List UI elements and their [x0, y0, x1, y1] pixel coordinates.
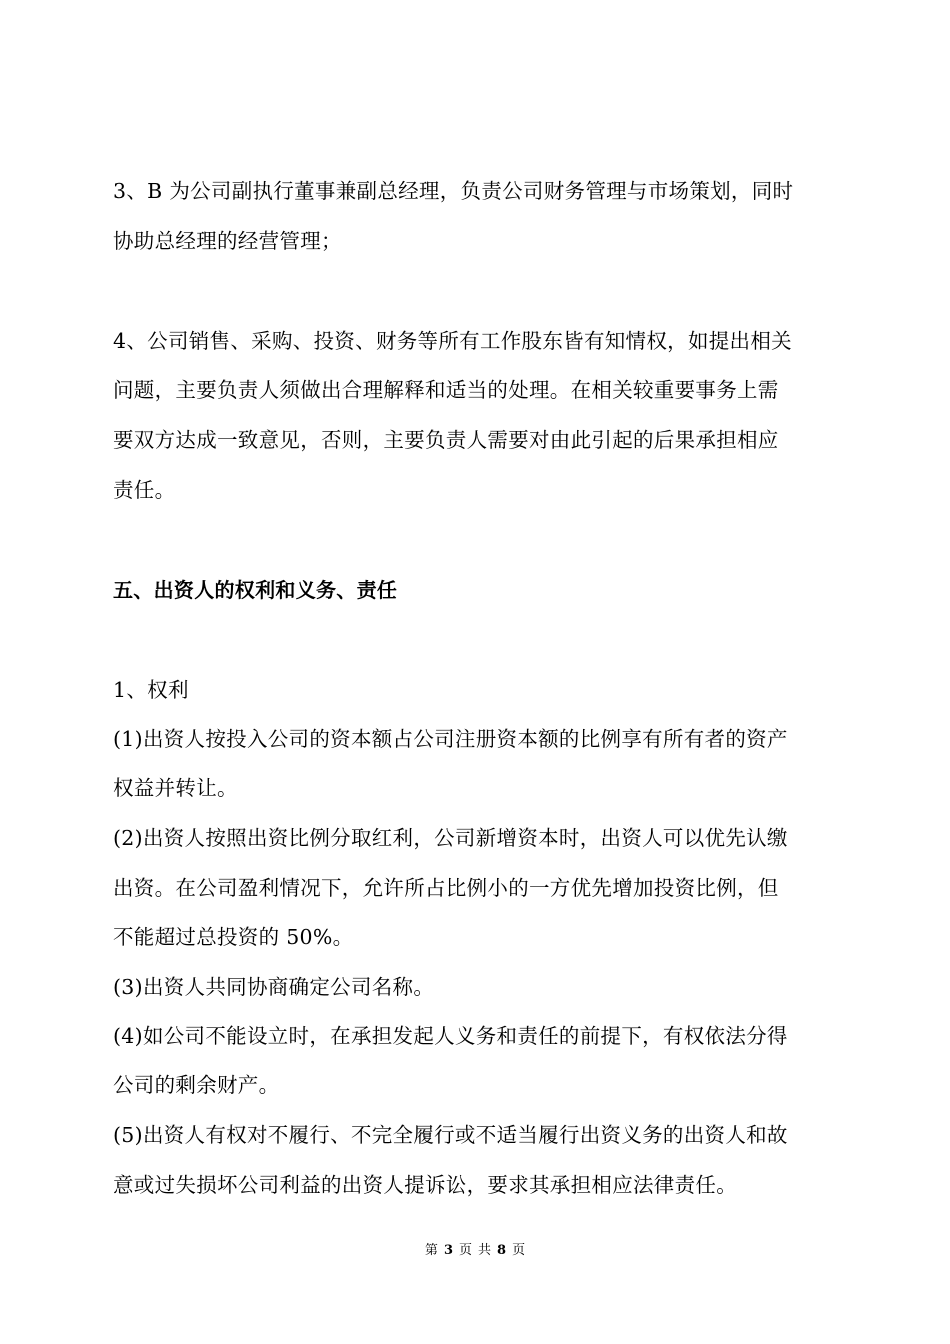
right2-line2: 出资。在公司盈利情况下，允许所占比例小的一方优先增加投资比例，但 [113, 876, 779, 900]
item4-line4: 责任。 [113, 478, 176, 502]
right1-line1: (1)出资人按投入公司的资本额占公司注册资本额的比例享有所有者的资产 [113, 727, 788, 751]
right2-line1: (2)出资人按照出资比例分取红利，公司新增资本时，出资人可以优先认缴 [113, 826, 788, 850]
item4-line2: 问题，主要负责人须做出合理解释和适当的处理。在相关较重要事务上需 [113, 378, 779, 402]
page-footer [0, 1242, 950, 1260]
right4-line2: 公司的剩余财产。 [113, 1073, 280, 1097]
item4-line1: 4、公司销售、采购、投资、财务等所有工作股东皆有知情权，如提出相关 [113, 329, 792, 353]
item3-line2: 协助总经理的经营管理； [113, 229, 342, 253]
footer-total-label: 页 [512, 1243, 526, 1258]
right5-line1: (5)出资人有权对不履行、不完全履行或不适当履行出资义务的出资人和故 [113, 1123, 788, 1147]
right2-line3: 不能超过总投资的 50%。 [113, 925, 354, 949]
right4-line1: (4)如公司不能设立时，在承担发起人义务和责任的前提下，有权依法分得 [113, 1024, 788, 1048]
right3-line1: (3)出资人共同协商确定公司名称。 [113, 975, 435, 999]
right5-line2: 意或过失损坏公司利益的出资人提诉讼，要求其承担相应法律责任。 [113, 1173, 737, 1197]
item4-line3: 要双方达成一致意见，否则，主要负责人需要对由此引起的后果承担相应 [113, 428, 779, 452]
item3-line1: 3、B 为公司副执行董事兼副总经理，负责公司财务管理与市场策划，同时 [113, 179, 794, 203]
right1-line2: 权益并转让。 [113, 776, 238, 800]
footer-current-page: 3 [443, 1243, 453, 1258]
rights-title: 1、权利 [113, 678, 189, 702]
footer-total-pages: 8 [497, 1243, 507, 1258]
footer-total-prefix: 共 [478, 1243, 492, 1258]
footer-page-label: 页 [458, 1243, 472, 1258]
footer-prefix: 第 [424, 1243, 438, 1258]
section5-heading: 五、出资人的权利和义务、责任 [113, 578, 398, 602]
